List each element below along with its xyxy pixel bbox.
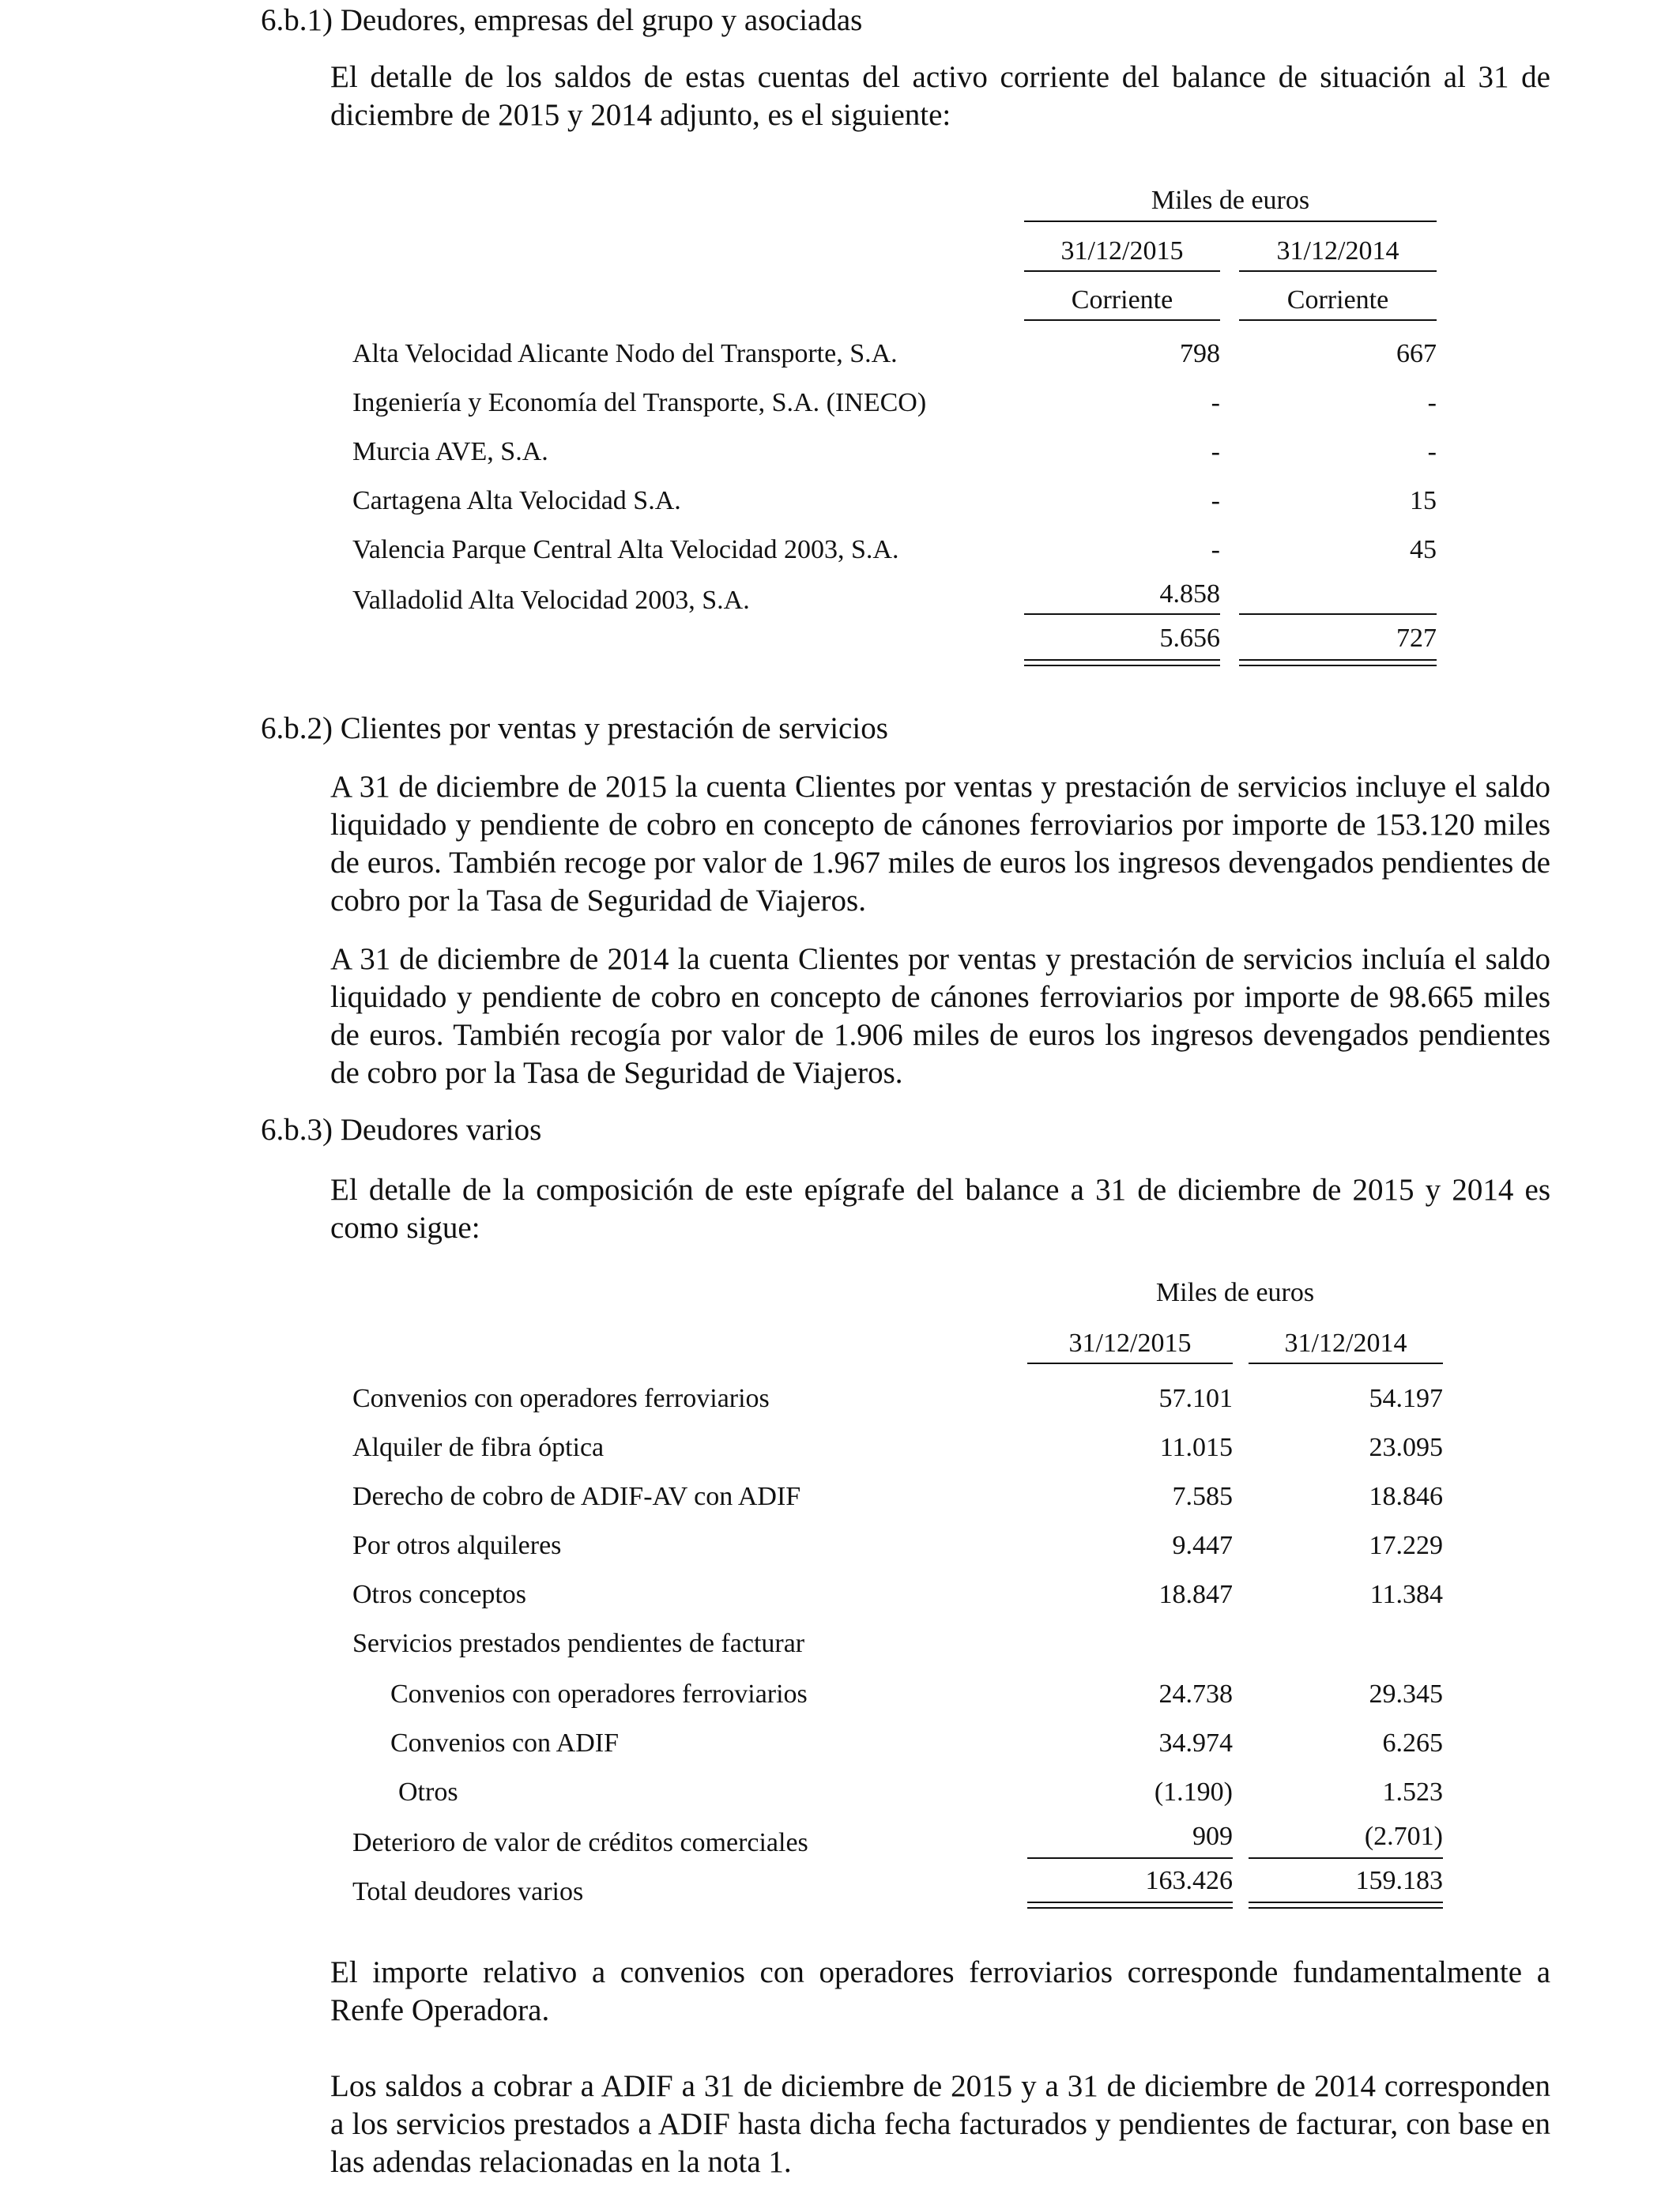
row-value-2014: 45 bbox=[1410, 535, 1437, 564]
row-label: Derecho de cobro de ADIF-AV con ADIF bbox=[352, 1482, 801, 1511]
row-value-2014: - bbox=[1427, 388, 1437, 417]
total-label: Total deudores varios bbox=[352, 1877, 584, 1906]
row-label: Deterioro de valor de créditos comerciales bbox=[352, 1828, 808, 1857]
row-value-2015: 798 bbox=[1180, 339, 1220, 368]
section-paragraph-2014: A 31 de diciembre de 2014 la cuenta Clientes por ventas y prestación de servicios incluía el saldo liquidado y pendiente de cobro en concepto de cánones ferroviarios por importe de 98.665 miles de euros. También recogía por valor de 1.906 miles de euros los ingresos devengados pendientes de cobro por la Tasa de Seguridad de Viajeros. bbox=[330, 942, 1550, 1090]
section-heading-6b3: 6.b.3) Deudores varios bbox=[261, 1113, 542, 1147]
row-label: Murcia AVE, S.A. bbox=[352, 437, 548, 466]
total-rule bbox=[1249, 1857, 1443, 1859]
total-rule bbox=[1239, 613, 1437, 615]
row-label: Ingeniería y Economía del Transporte, S.A. (INECO) bbox=[352, 388, 927, 417]
table-group-header: Miles de euros bbox=[1155, 1278, 1315, 1307]
column-header-2015: 31/12/2015 bbox=[1060, 236, 1184, 266]
row-value-2014: 1.523 bbox=[1382, 1777, 1443, 1807]
section-intro-6b3: El detalle de la composición de este epígrafe del balance a 31 de diciembre de 2015 y 2014 es como sigue: bbox=[330, 1173, 1550, 1245]
row-value-2014: 11.384 bbox=[1369, 1580, 1443, 1609]
column-subheader-2014: Corriente bbox=[1286, 285, 1389, 315]
row-value-2014: 29.345 bbox=[1369, 1679, 1443, 1709]
row-label: Otros conceptos bbox=[352, 1580, 527, 1609]
row-value-2014: - bbox=[1427, 437, 1437, 466]
table-rule bbox=[1239, 319, 1437, 321]
row-value-2015: 7.585 bbox=[1172, 1482, 1233, 1511]
row-value-2015: 18.847 bbox=[1158, 1580, 1233, 1609]
row-value-2014: 18.846 bbox=[1369, 1482, 1443, 1511]
column-header-2014: 31/12/2014 bbox=[1276, 236, 1399, 266]
table-rule bbox=[1239, 270, 1437, 272]
row-label: Valladolid Alta Velocidad 2003, S.A. bbox=[352, 586, 750, 615]
column-subheader-2015: Corriente bbox=[1071, 285, 1173, 315]
total-value-2015: 163.426 bbox=[1145, 1866, 1233, 1895]
row-label: Valencia Parque Central Alta Velocidad 2003, S.A. bbox=[352, 535, 899, 564]
total-value-2014: 159.183 bbox=[1355, 1866, 1443, 1895]
section-heading-6b1: 6.b.1) Deudores, empresas del grupo y asociadas bbox=[261, 3, 863, 37]
row-label: Convenios con operadores ferroviarios bbox=[390, 1679, 808, 1709]
row-value-2015: 9.447 bbox=[1172, 1531, 1233, 1560]
total-double-rule bbox=[1024, 659, 1220, 666]
table-rule bbox=[1024, 270, 1220, 272]
section-intro-6b1: El detalle de los saldos de estas cuentas del activo corriente del balance de situación al 31 de diciembre de 2015 y 2014 adjunto, es el siguiente: bbox=[330, 60, 1550, 132]
row-value-2015: 57.101 bbox=[1158, 1384, 1233, 1413]
row-value-2014: 6.265 bbox=[1382, 1728, 1443, 1758]
row-value-2015: 4.858 bbox=[1159, 579, 1220, 609]
total-double-rule bbox=[1027, 1902, 1233, 1909]
row-label: Cartagena Alta Velocidad S.A. bbox=[352, 486, 681, 515]
total-rule bbox=[1027, 1857, 1233, 1859]
row-label: Convenios con operadores ferroviarios bbox=[352, 1384, 770, 1413]
row-label: Convenios con ADIF bbox=[390, 1728, 619, 1758]
note-adif: Los saldos a cobrar a ADIF a 31 de diciembre de 2015 y a 31 de diciembre de 2014 corresponden a los servicios prestados a ADIF hasta dicha fecha facturados y pendientes de facturar, con base en las adendas relacionadas en la nota 1. bbox=[330, 2069, 1550, 2179]
table-rule bbox=[1027, 1363, 1233, 1364]
row-value-2015: - bbox=[1211, 535, 1220, 564]
total-rule bbox=[1024, 613, 1220, 615]
row-value-2014: (2.701) bbox=[1364, 1822, 1443, 1851]
row-value-2015: (1.190) bbox=[1154, 1777, 1233, 1807]
note-renfe: El importe relativo a convenios con operadores ferroviarios corresponde fundamentalmente a Renfe Operadora. bbox=[330, 1955, 1550, 2027]
row-value-2015: 909 bbox=[1192, 1822, 1233, 1851]
row-value-2015: - bbox=[1211, 437, 1220, 466]
row-value-2014: 54.197 bbox=[1369, 1384, 1443, 1413]
table-rule bbox=[1249, 1363, 1443, 1364]
table-rule bbox=[1024, 319, 1220, 321]
row-value-2015: 11.015 bbox=[1159, 1433, 1233, 1462]
column-header-2014: 31/12/2014 bbox=[1284, 1329, 1407, 1358]
table-rule bbox=[1024, 221, 1437, 222]
section-paragraph-2015: A 31 de diciembre de 2015 la cuenta Clientes por ventas y prestación de servicios incluye el saldo liquidado y pendiente de cobro en concepto de cánones ferroviarios por importe de 153.120 miles de euros. También recoge por valor de 1.967 miles de euros los ingresos devengados pendientes de cobro por la Tasa de Seguridad de Viajeros. bbox=[330, 770, 1550, 918]
row-value-2015: - bbox=[1211, 388, 1220, 417]
total-value-2015: 5.656 bbox=[1159, 624, 1220, 653]
row-label: Por otros alquileres bbox=[352, 1531, 562, 1560]
row-label: Servicios prestados pendientes de facturar bbox=[352, 1629, 805, 1658]
row-value-2014: 23.095 bbox=[1369, 1433, 1443, 1462]
row-label: Otros bbox=[398, 1777, 458, 1807]
column-header-2015: 31/12/2015 bbox=[1068, 1329, 1192, 1358]
row-label: Alta Velocidad Alicante Nodo del Transporte, S.A. bbox=[352, 339, 898, 368]
table-group-header: Miles de euros bbox=[1151, 186, 1310, 215]
row-value-2014: 15 bbox=[1410, 486, 1437, 515]
row-value-2015: 24.738 bbox=[1158, 1679, 1233, 1709]
total-double-rule bbox=[1249, 1902, 1443, 1909]
row-value-2015: - bbox=[1211, 486, 1220, 515]
total-value-2014: 727 bbox=[1396, 624, 1437, 653]
row-value-2015: 34.974 bbox=[1158, 1728, 1233, 1758]
row-value-2014: 17.229 bbox=[1369, 1531, 1443, 1560]
total-double-rule bbox=[1239, 659, 1437, 666]
section-heading-6b2: 6.b.2) Clientes por ventas y prestación de servicios bbox=[261, 711, 888, 745]
row-label: Alquiler de fibra óptica bbox=[352, 1433, 605, 1462]
row-value-2014: 667 bbox=[1396, 339, 1437, 368]
